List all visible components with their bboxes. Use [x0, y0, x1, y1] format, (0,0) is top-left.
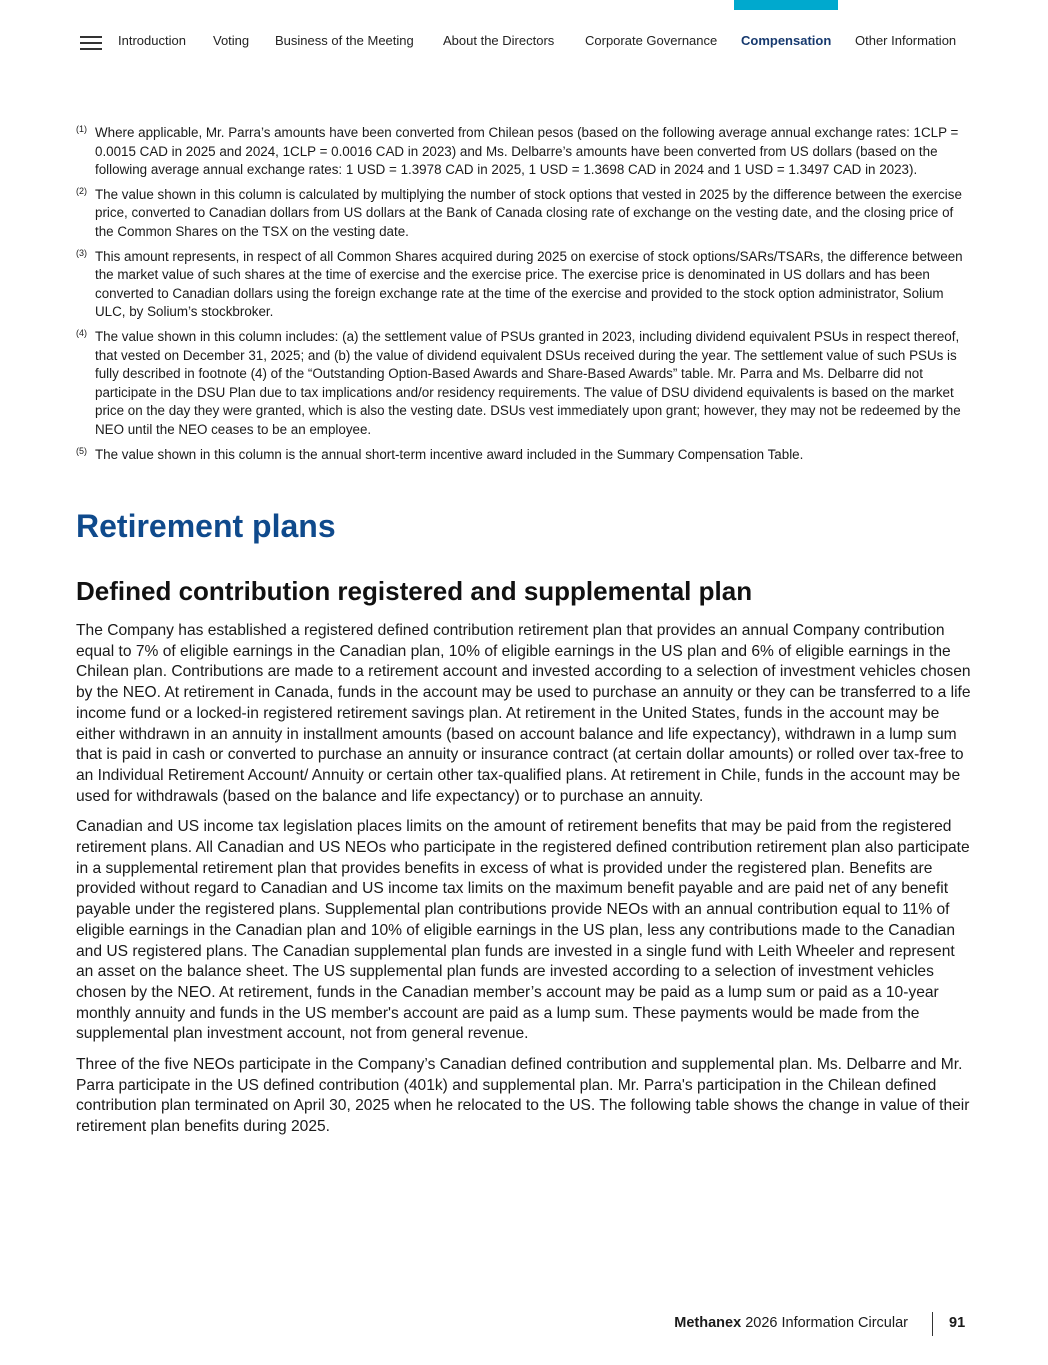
footnote-marker: (1): [76, 124, 87, 134]
nav-introduction[interactable]: Introduction: [118, 33, 186, 48]
footnote-marker: (4): [76, 327, 87, 338]
page-number: 91: [949, 1315, 966, 1331]
footnote-text: The value shown in this column is calculated by multiplying the number of stock options that vested in 2025 by the difference between the exercise price, converted to Canadian dollars from US dollars at the Bank of Canada closing rate of exchange on the vesting date, and the closing price of the Common Shares on the TSX on the vesting date.: [95, 186, 962, 239]
footnote: [76, 248, 972, 322]
footnote-marker: (2): [76, 185, 87, 196]
paragraph: Canadian and US income tax legislation places limits on the amount of retirement benefits that may be paid from the registered retirement plans. All Canadian and US NEOs who participate in the registered defined contribution retirement plan also participate in a supplemental retirement plan that provides benefits in excess of what is provided under the registered plan. Benefits are provided without regard to Canadian and US income tax limits on the maximum benefit payable and are paid net of any benefit payable under the registered plans. Supplemental plan contributions provide NEOs with an annual contribution equal to 11% of eligible earnings in the Canadian plan and 10% of eligible earnings in the US plan, less any contributions made to the Canadian and US registered plans. The Canadian supplemental plan funds are invested in a single fund with Leith Wheeler and represent an asset on the balance sheet. The US supplemental plan funds are invested according to a selection of investment vehicles chosen by the NEO. At retirement, funds in the Canadian member’s account may be paid as a lump sum or paid as a 10-year monthly annuity and funds in the US member's account are paid as a lump sum. These payments would be made from the supplemental plan investment account, not from general revenue.: [76, 818, 970, 1043]
nav-about-the-directors[interactable]: About the Directors: [443, 33, 555, 48]
footnote: [76, 328, 972, 440]
footnotes: [76, 124, 972, 470]
footnote-text: Where applicable, Mr. Parra’s amounts have been converted from Chilean pesos (based on the following average annual exchange rates: 1CLP = 0.0015 CAD in 2025 and 2024, 1CLP = 0.0016 CAD in 2023) and Ms. Delbarre’s amounts have been converted from US dollars (based on the following average annual exchange rates: 1 USD = 1.3978 CAD in 2025, 1 USD = 1.3698 CAD in 2024 and 1 USD = 1.3497 CAD in 2023).: [95, 125, 959, 178]
paragraph: Three of the five NEOs participate in the Company’s Canadian defined contribution and supplemental plan. Ms. Delbarre and Mr. Parra participate in the US defined contribution (401k) and supplemental plan. Mr. Parra's participation in the Chilean defined contribution plan terminated on April 30, 2025 when he relocated to the US. The following table shows the change in value of their retirement plan benefits during 2025.: [76, 1056, 970, 1136]
footer-divider: [932, 1312, 933, 1336]
nav-other-information[interactable]: Other Information: [855, 33, 957, 48]
nav-business-of-the-meeting[interactable]: Business of the Meeting: [275, 33, 414, 48]
footnote-marker: (3): [76, 247, 87, 258]
footnote-text: The value shown in this column includes: (a) the settlement value of PSUs granted in 2023, including dividend equivalent PSUs in respect thereof, that vested on December 31, 2025; and (b) the value of dividend equivalent DSUs received during the year. The settlement value of such PSUs is fully described in footnote (4) of the “Outstanding Option-Based Awards and Share-Based Awards” table. Mr. Parra and Ms. Delbarre did not participate in the DSU Plan due to tax implications and/or residency requirements. The value of DSU dividend equivalents is based on the market price on the day they were granted, which is also the vesting date. DSUs vest immediately upon grant; however, they may not be redeemed by the NEO until the NEO ceases to be an employee.: [95, 328, 961, 437]
footer-title: [674, 1315, 908, 1331]
section-title: Retirement plans: [76, 508, 336, 544]
nav-corporate-governance[interactable]: Corporate Governance: [585, 33, 718, 48]
footnote: [76, 124, 972, 180]
paragraph: The Company has established a registered defined contribution retirement plan that provides an annual Company contribution equal to 7% of eligible earnings in the Canadian plan, 10% of eligible earnings in the US plan and 6% of eligible earnings in the Chilean plan. Contributions are made to a retirement account and invested according to a selection of investment vehicles chosen by the NEO. At retirement in Canada, funds in the account may be used to purchase an annuity or they can be transferred to a life income fund or a locked-in registered retirement savings plan. At retirement in the United States, funds in the account may be either withdrawn in an annuity in installment amounts (based on account balance and life expectancy), withdrawn in a lump sum that is paid in cash or converted to purchase an annuity or insurance contract (at certain dollar amounts) or rolled over tax-free to an Individual Retirement Account/ Annuity or certain other tax-qualified plans. At retirement in Chile, funds in the account may be used for withdrawals (based on the balance and life expectancy) or to purchase an annuity.: [76, 622, 971, 805]
active-section-indicator: [734, 0, 838, 10]
nav-compensation[interactable]: Compensation: [741, 33, 832, 48]
footnote-marker: (5): [76, 445, 87, 456]
nav-voting[interactable]: Voting: [213, 33, 250, 48]
subsection-title: Defined contribution registered and supplemental plan: [76, 576, 753, 606]
footer-brand: Methanex: [674, 1315, 742, 1331]
footnote-text: The value shown in this column is the annual short-term incentive award included in the Summary Compensation Table.: [95, 446, 804, 462]
footnote: [76, 186, 972, 242]
hamburger-menu-icon[interactable]: [80, 36, 102, 50]
body-text: [76, 621, 972, 1148]
footer-doc-title: 2026 Information Circular: [745, 1315, 908, 1331]
footnote-text: This amount represents, in respect of all Common Shares acquired during 2025 on exercise of stock options/SARs/TSARs, the difference between the market value of such shares at the time of exercise and the exercise price. The exercise price is denominated in US dollars and has been converted to Canadian dollars using the foreign exchange rate at the time of the exercise and provided to the stock option administrator, Solium ULC, by Solium’s stockbroker.: [95, 248, 963, 320]
footnote: [76, 446, 972, 465]
